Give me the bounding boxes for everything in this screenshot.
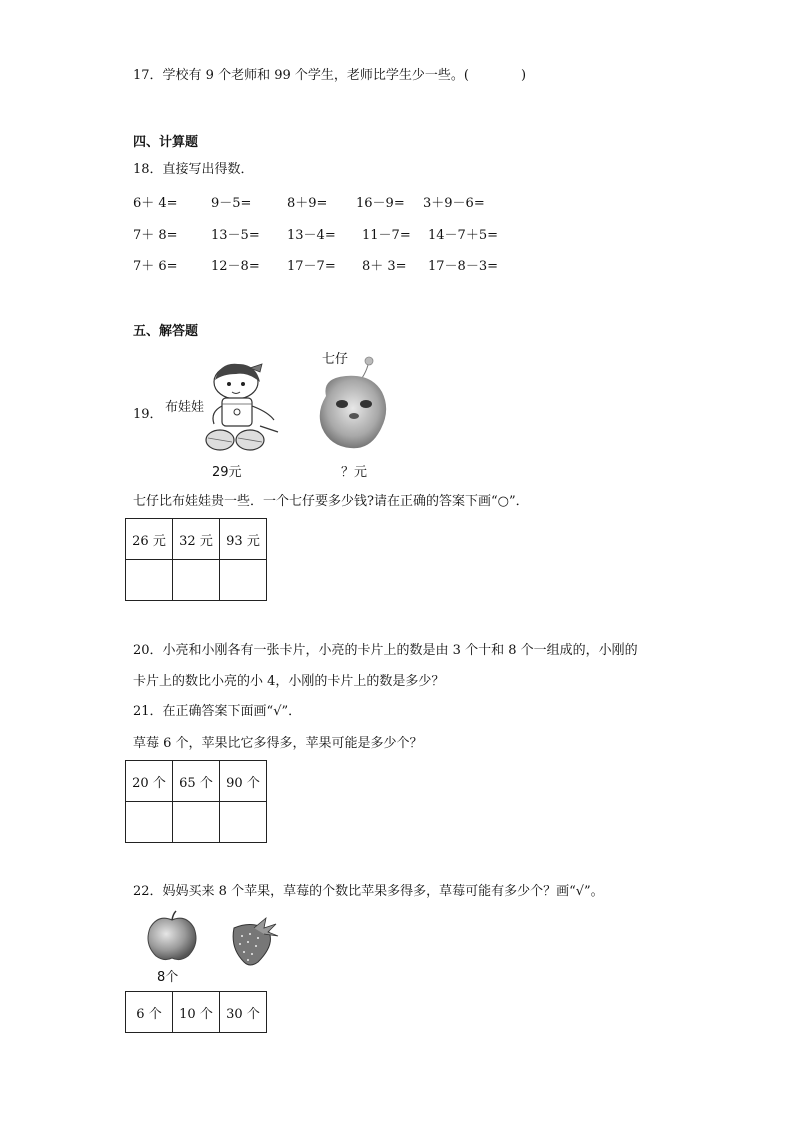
calc-item: 17－7= [287,259,336,274]
section-4-heading: 四、计算题 [133,135,199,150]
option-cell: 93 元 [220,519,267,560]
calc-item: 6＋ 4= [133,196,178,211]
calc-item: 9－5= [211,196,252,211]
option-cell[interactable]: 30 个 [220,992,267,1033]
question-21-text: 草莓 6 个，苹果比它多得多，苹果可能是多少个？ [133,736,423,751]
question-22-text: 22．妈妈买来 8 个苹果，草莓的个数比苹果多得多，草莓可能有多少个？画“√”。 [133,884,604,899]
question-20-line-2: 卡片上的数比小亮的小 4，小刚的卡片上的数是多少？ [133,674,445,689]
answer-cell[interactable] [126,560,173,601]
calc-item: 7＋ 6= [133,259,178,274]
question-18-prompt: 18．直接写出得数． [133,162,254,177]
option-cell: 32 元 [173,519,220,560]
calc-item: 11－7= [362,228,411,243]
calc-item: 13－5= [211,228,260,243]
question-21-prompt: 21．在正确答案下面画“√”． [133,704,302,719]
calc-item: 13－4= [287,228,336,243]
qizai-price: ？元 [341,465,368,480]
option-cell[interactable]: 10 个 [173,992,220,1033]
strawberry-illustration [224,914,280,968]
answer-table-22 [125,991,267,1033]
answer-cell[interactable] [173,802,220,843]
answer-cell[interactable] [220,560,267,601]
calc-item: 8＋ 3= [362,259,407,274]
doll-illustration [198,360,282,458]
question-19-number: 19． [133,407,163,422]
question-17: 17．学校有 9 个老师和 99 个学生，老师比学生少一些。( ) [133,68,527,83]
apple-illustration [146,910,198,962]
calc-item: 16－9= [356,196,405,211]
apple-count-label: 8个 [157,970,179,985]
calc-item: 7＋ 8= [133,228,178,243]
option-cell: 26 元 [126,519,173,560]
answer-table-19 [125,518,267,601]
calc-item: 14－7＋5= [428,228,498,243]
option-cell[interactable]: 6 个 [126,992,173,1033]
answer-cell[interactable] [173,560,220,601]
calc-item: 3＋9－6= [423,196,485,211]
qizai-label: 七仔 [322,352,349,367]
answer-table-21 [125,760,267,843]
qizai-illustration [312,356,394,456]
calc-item: 12－8= [211,259,260,274]
question-19-text: 七仔比布娃娃贵一些．一个七仔要多少钱?请在正确的答案下画“○”． [133,494,529,509]
doll-price: 29元 [212,465,242,480]
question-20-line-1: 20．小亮和小刚各有一张卡片，小亮的卡片上的数是由 3 个十和 8 个一组成的，小刚的 [133,643,638,658]
answer-cell[interactable] [220,802,267,843]
section-5-heading: 五、解答题 [133,324,199,339]
calc-item: 17－8－3= [428,259,498,274]
option-cell: 90 个 [220,761,267,802]
option-cell: 20 个 [126,761,173,802]
doll-label: 布娃娃 [165,400,205,415]
calc-item: 8＋9= [287,196,328,211]
option-cell: 65 个 [173,761,220,802]
answer-cell[interactable] [126,802,173,843]
